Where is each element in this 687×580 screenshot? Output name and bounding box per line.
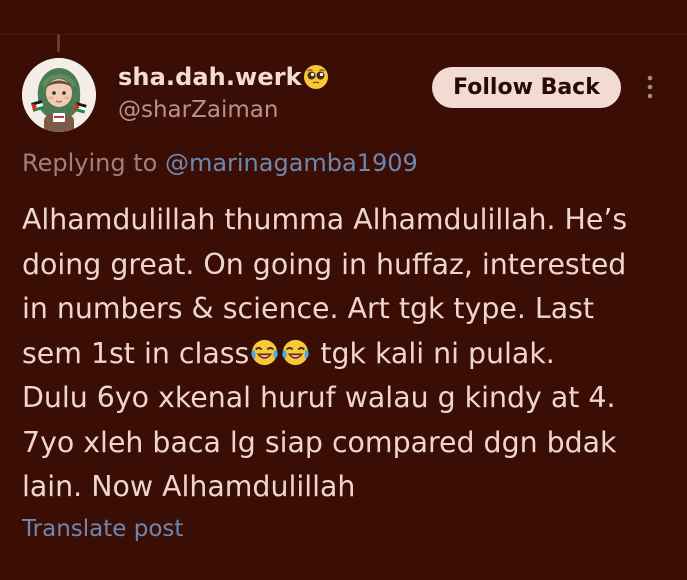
post-line: doing great. On going in huffaz, interested	[22, 247, 627, 281]
display-name[interactable]: sha.dah.werk	[118, 63, 302, 91]
post-line: lain. Now Alhamdulillah	[22, 470, 356, 503]
post-line: 7yo xleh baca lg siap compared dgn bdak	[22, 425, 617, 459]
post-text	[22, 198, 672, 510]
tears-of-joy-icon	[249, 337, 280, 368]
replying-to	[22, 149, 418, 177]
author-block	[118, 61, 418, 123]
post-text-segment: tgk kali ni pulak.	[311, 336, 555, 370]
post-line-with-emoji	[22, 332, 672, 377]
post-text-segment: sem 1st in class	[22, 336, 250, 370]
thread-line	[57, 34, 60, 52]
post-line: Alhamdulillah thumma Alhamdulillah. He’s	[22, 203, 628, 236]
avatar-illustration	[22, 58, 96, 132]
follow-back-button[interactable]: Follow Back	[432, 67, 621, 108]
replying-prefix: Replying to	[22, 149, 165, 177]
post-line: Dulu 6yo xkenal huruf walau g kindy at 4.	[22, 381, 616, 414]
display-name-row[interactable]	[118, 61, 418, 93]
divider	[0, 34, 687, 35]
pleading-face-icon	[302, 63, 330, 91]
post-line: in numbers & science. Art tgk type. Last	[22, 292, 595, 325]
avatar[interactable]	[22, 58, 96, 132]
translate-post-link[interactable]: Translate post	[22, 516, 184, 542]
more-vertical-icon[interactable]	[640, 73, 660, 101]
handle[interactable]: @sharZaiman	[118, 97, 279, 123]
tears-of-joy-icon	[280, 337, 311, 368]
mention-link[interactable]: @marinagamba1909	[164, 149, 418, 177]
